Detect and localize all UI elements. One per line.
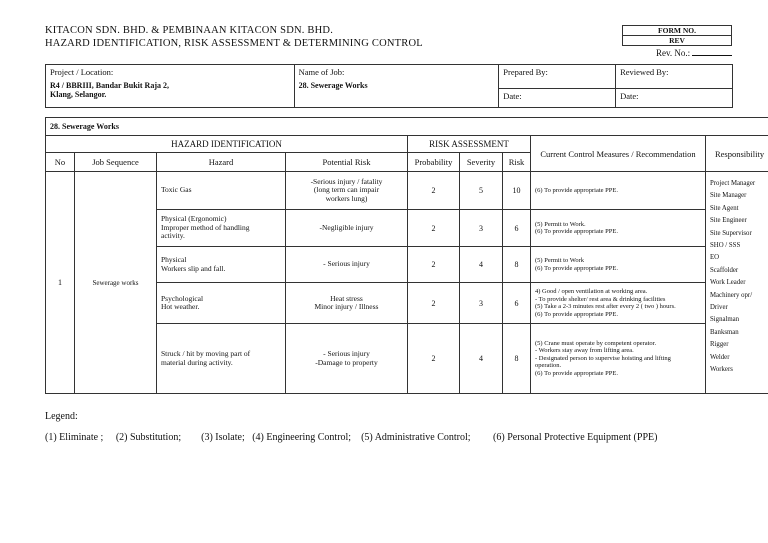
responsibility-item: Project Manager bbox=[710, 180, 756, 187]
document-title: HAZARD IDENTIFICATION, RISK ASSESSMENT & DETERMINING CONTROL bbox=[45, 38, 423, 49]
group-risk-assessment: RISK ASSESSMENT bbox=[408, 136, 531, 153]
hazard-line: Improper method of handling bbox=[161, 222, 250, 232]
control-cell bbox=[531, 210, 706, 247]
potential-risk-line: - Serious injury bbox=[323, 259, 370, 269]
control-line: - Workers stay away from lifting area. bbox=[535, 347, 634, 355]
legend-item-substitution: (2) Substitution; bbox=[115, 432, 182, 443]
prepared-date-label: Date: bbox=[503, 91, 522, 101]
legend bbox=[45, 432, 657, 443]
header-severity: Severity bbox=[460, 153, 503, 172]
control-line: (5) Permit to Work. bbox=[535, 220, 586, 228]
job-label: Name of Job: bbox=[298, 67, 345, 77]
responsibility-item: Work Leader bbox=[710, 279, 746, 287]
legend-item-ppe: (6) Personal Protective Equipment (PPE) bbox=[493, 432, 658, 443]
severity-cell: 3 bbox=[460, 283, 503, 324]
rev-no-label: Rev. No.: bbox=[656, 48, 691, 58]
project-cell bbox=[46, 65, 295, 108]
probability-cell: 2 bbox=[408, 247, 460, 283]
job-cell bbox=[294, 65, 499, 108]
hazard-line: Struck / hit by moving part of bbox=[161, 349, 251, 358]
control-line: - To provide shelter/ rest area & drinking facilities bbox=[535, 295, 666, 303]
table-row bbox=[46, 172, 768, 210]
potential-risk-cell bbox=[286, 172, 408, 210]
risk-cell: 6 bbox=[503, 283, 531, 324]
prepared-by-cell bbox=[499, 65, 616, 89]
control-line: (6) To provide appropriate PPE. bbox=[535, 228, 619, 235]
project-label: Project / Location: bbox=[50, 67, 114, 77]
potential-risk-cell bbox=[286, 324, 408, 394]
hazard-line: Hot weather. bbox=[161, 302, 200, 311]
responsibility-item: Driver bbox=[710, 304, 728, 312]
company-name: KITACON SDN. BHD. & PEMBINAAN KITACON SDN. BHD. bbox=[45, 25, 334, 36]
hazard-line: Psychological bbox=[161, 293, 204, 303]
project-value-line2: Klang, Selangor. bbox=[50, 90, 107, 99]
potential-risk-line: -Serious injury / fatality bbox=[310, 176, 383, 186]
responsibility-item: Site Manager bbox=[710, 192, 747, 200]
potential-risk-cell bbox=[286, 210, 408, 247]
control-line: (6) To provide appropriate PPE. bbox=[535, 310, 619, 318]
potential-risk-line: Minor injury / Illness bbox=[314, 302, 379, 311]
hazard-table bbox=[45, 117, 768, 394]
job-sequence: Sewerage works bbox=[75, 172, 157, 394]
severity-cell: 5 bbox=[460, 172, 503, 210]
project-info-table bbox=[45, 64, 733, 108]
group-hazard-identification: HAZARD IDENTIFICATION bbox=[46, 136, 408, 153]
responsibility-item: SHO / SSS bbox=[710, 242, 741, 250]
header-job-sequence: Job Sequence bbox=[75, 153, 157, 172]
responsibility-item: Signalman bbox=[710, 316, 740, 324]
header-risk: Risk bbox=[503, 153, 531, 172]
prepared-date-cell bbox=[499, 89, 616, 108]
prepared-by-label: Prepared By: bbox=[503, 67, 548, 77]
hazard-line: activity. bbox=[161, 231, 185, 241]
legend-item-administrative-control: (5) Administrative Control; bbox=[361, 432, 471, 443]
probability-cell: 2 bbox=[408, 210, 460, 247]
control-line: (6) To provide appropriate PPE. bbox=[535, 186, 619, 194]
legend-item-engineering-control: (4) Engineering Control; bbox=[252, 432, 352, 443]
control-line: (5) Crane must operate by competent operator. bbox=[535, 339, 657, 347]
potential-risk-cell bbox=[286, 247, 408, 283]
control-line: 4) Good / open ventilation at working area. bbox=[535, 288, 648, 295]
responsibility-item: Rigger bbox=[710, 341, 729, 349]
legend-item-eliminate: (1) Eliminate ; bbox=[45, 432, 104, 443]
probability-cell: 2 bbox=[408, 172, 460, 210]
hazard-line: material during activity. bbox=[161, 357, 233, 367]
control-line: (5) Permit to Work bbox=[535, 257, 585, 264]
control-cell bbox=[531, 283, 706, 324]
responsibility-item: Banksman bbox=[710, 328, 739, 336]
severity-cell: 3 bbox=[460, 210, 503, 247]
control-cell bbox=[531, 172, 706, 210]
reviewed-by-label: Reviewed By: bbox=[620, 67, 669, 77]
hazard-line: Toxic Gas bbox=[161, 185, 192, 195]
potential-risk-line: (long term can impair bbox=[313, 185, 380, 195]
risk-cell: 10 bbox=[503, 172, 531, 210]
legend-item-isolate: (3) Isolate; bbox=[201, 432, 245, 443]
row-number: 1 bbox=[46, 172, 75, 394]
potential-risk-line: Heat stress bbox=[330, 293, 363, 303]
responsibility-item: Site Supervisor bbox=[710, 229, 752, 237]
reviewed-date-cell bbox=[616, 89, 733, 108]
hazard-cell bbox=[157, 210, 286, 247]
header-hazard: Hazard bbox=[157, 153, 286, 172]
form-number-box bbox=[622, 25, 732, 46]
header-potential-risk: Potential Risk bbox=[286, 153, 408, 172]
control-line: operation. bbox=[535, 362, 562, 370]
control-line: (5) Take a 2-3 minutes rest after every 2 ( two ) hours. bbox=[535, 303, 676, 310]
hazard-cell bbox=[157, 324, 286, 394]
severity-cell: 4 bbox=[460, 324, 503, 394]
responsibility-item: Scaffolder bbox=[710, 266, 739, 274]
potential-risk-line: workers lung) bbox=[325, 193, 368, 203]
header-control-measures: Current Control Measures / Recommendation bbox=[531, 136, 706, 172]
rev-no bbox=[656, 48, 732, 58]
hazard-line: Physical (Ergonomic) bbox=[161, 214, 227, 224]
control-line: (6) To provide appropriate PPE. bbox=[535, 264, 619, 272]
responsibility-item: Welder bbox=[710, 353, 730, 361]
reviewed-date-label: Date: bbox=[620, 91, 639, 101]
legend-label: Legend: bbox=[45, 411, 78, 422]
potential-risk-line: -Negligible injury bbox=[319, 222, 374, 232]
hazard-cell bbox=[157, 247, 286, 283]
hazard-line: Physical bbox=[161, 255, 187, 264]
control-line: - Designated person to supervise hoisting and lifting bbox=[535, 354, 671, 362]
section-title: 28. Sewerage Works bbox=[46, 118, 768, 136]
control-cell bbox=[531, 324, 706, 394]
risk-cell: 8 bbox=[503, 247, 531, 283]
hazard-cell bbox=[157, 172, 286, 210]
potential-risk-line: - Serious injury bbox=[323, 349, 370, 358]
responsibility-item: Site Agent bbox=[710, 204, 739, 212]
responsibility-item: Site Engineer bbox=[710, 217, 747, 225]
reviewed-by-cell bbox=[616, 65, 733, 89]
probability-cell: 2 bbox=[408, 283, 460, 324]
responsibility-item: Machinery opr/ bbox=[710, 291, 753, 299]
risk-cell: 6 bbox=[503, 210, 531, 247]
form-no-label: FORM NO. bbox=[623, 26, 732, 36]
potential-risk-cell bbox=[286, 283, 408, 324]
control-line: (6) To provide appropriate PPE. bbox=[535, 369, 619, 377]
responsibility-item: Workers bbox=[710, 366, 733, 374]
rev-label: REV bbox=[623, 36, 732, 46]
control-cell bbox=[531, 247, 706, 283]
project-value-line1: R4 / BBRIII, Bandar Bukit Raja 2, bbox=[50, 81, 169, 90]
hazard-line: Workers slip and fall. bbox=[161, 263, 226, 273]
severity-cell: 4 bbox=[460, 247, 503, 283]
responsibility-cell bbox=[706, 172, 768, 394]
potential-risk-line: -Damage to property bbox=[315, 357, 378, 367]
rev-no-blank bbox=[692, 55, 732, 56]
risk-cell: 8 bbox=[503, 324, 531, 394]
job-value: 28. Sewerage Works bbox=[298, 81, 368, 90]
header-probability: Probability bbox=[408, 153, 460, 172]
hazard-cell bbox=[157, 283, 286, 324]
probability-cell: 2 bbox=[408, 324, 460, 394]
header-responsibility: Responsibility bbox=[706, 136, 768, 172]
header-no: No bbox=[46, 153, 75, 172]
responsibility-item: EO bbox=[710, 254, 720, 262]
